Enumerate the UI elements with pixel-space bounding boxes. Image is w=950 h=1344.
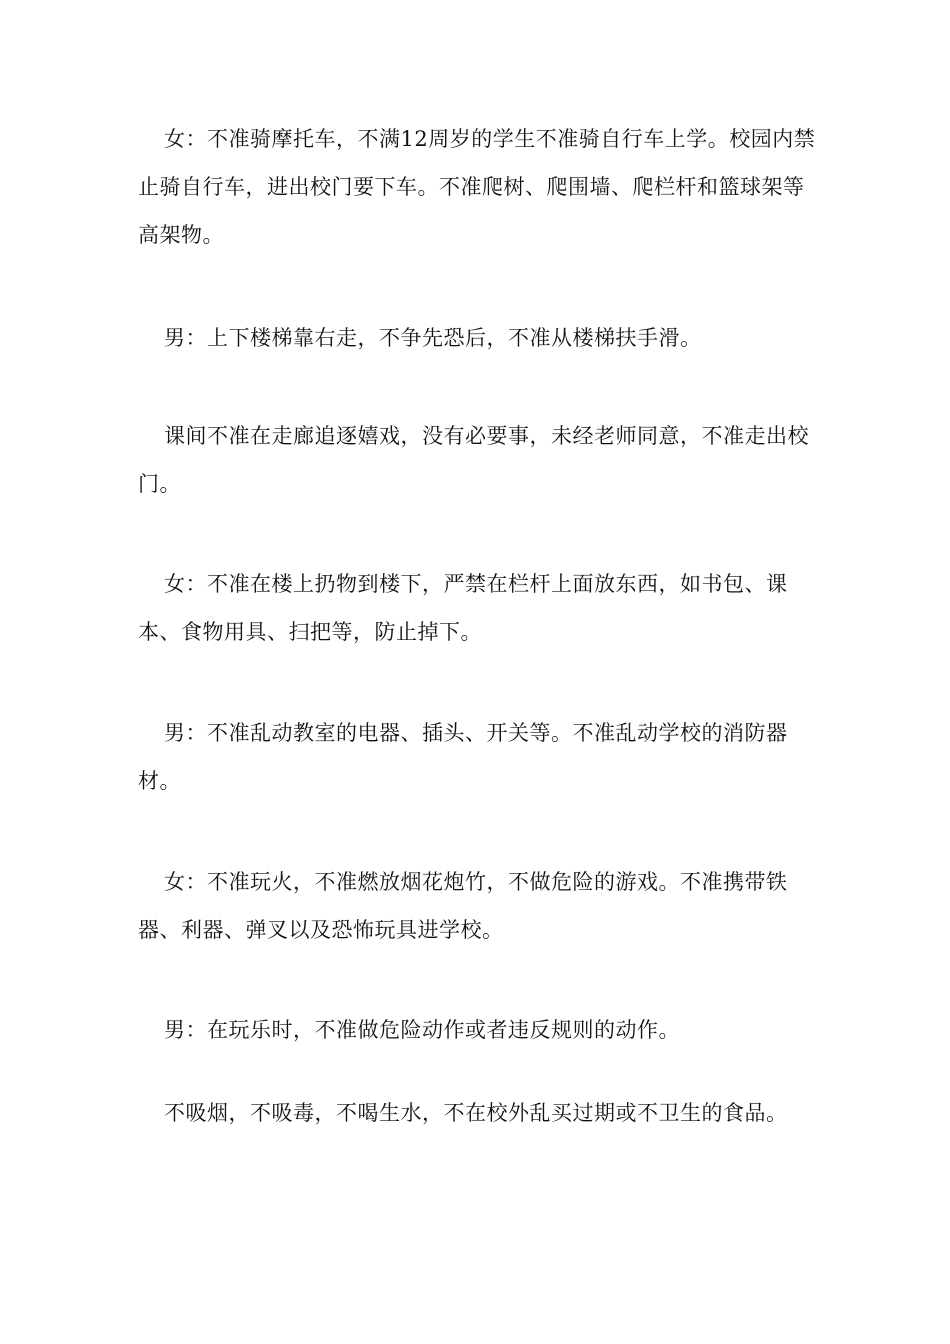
paragraph-4: 女：不准在楼上扔物到楼下，严禁在栏杆上面放东西，如书包、课本、食物用具、扫把等，防止掉下。 [138,572,788,644]
paragraph-7: 男：在玩乐时，不准做危险动作或者违反规则的动作。 [164,1018,680,1042]
paragraph-1: 女：不准骑摩托车，不满12周岁的学生不准骑自行车上学。校园内禁止骑自行车，进出校门要下车。不准爬树、爬围墙、爬栏杆和篮球架等高架物。 [138,127,816,247]
paragraph-3: 课间不准在走廊追逐嬉戏，没有必要事，未经老师同意，不准走出校门。 [138,424,809,496]
paragraph-2: 男：上下楼梯靠右走，不争先恐后，不准从楼梯扶手滑。 [164,326,702,350]
paragraph-8: 不吸烟，不吸毒，不喝生水，不在校外乱买过期或不卫生的食品。 [164,1101,788,1125]
paragraph-6: 女：不准玩火，不准燃放烟花炮竹，不做危险的游戏。不准携带铁器、利器、弹叉以及恐怖玩具进学校。 [138,870,788,942]
paragraph-5: 男：不准乱动教室的电器、插头、开关等。不准乱动学校的消防器材。 [138,721,788,793]
